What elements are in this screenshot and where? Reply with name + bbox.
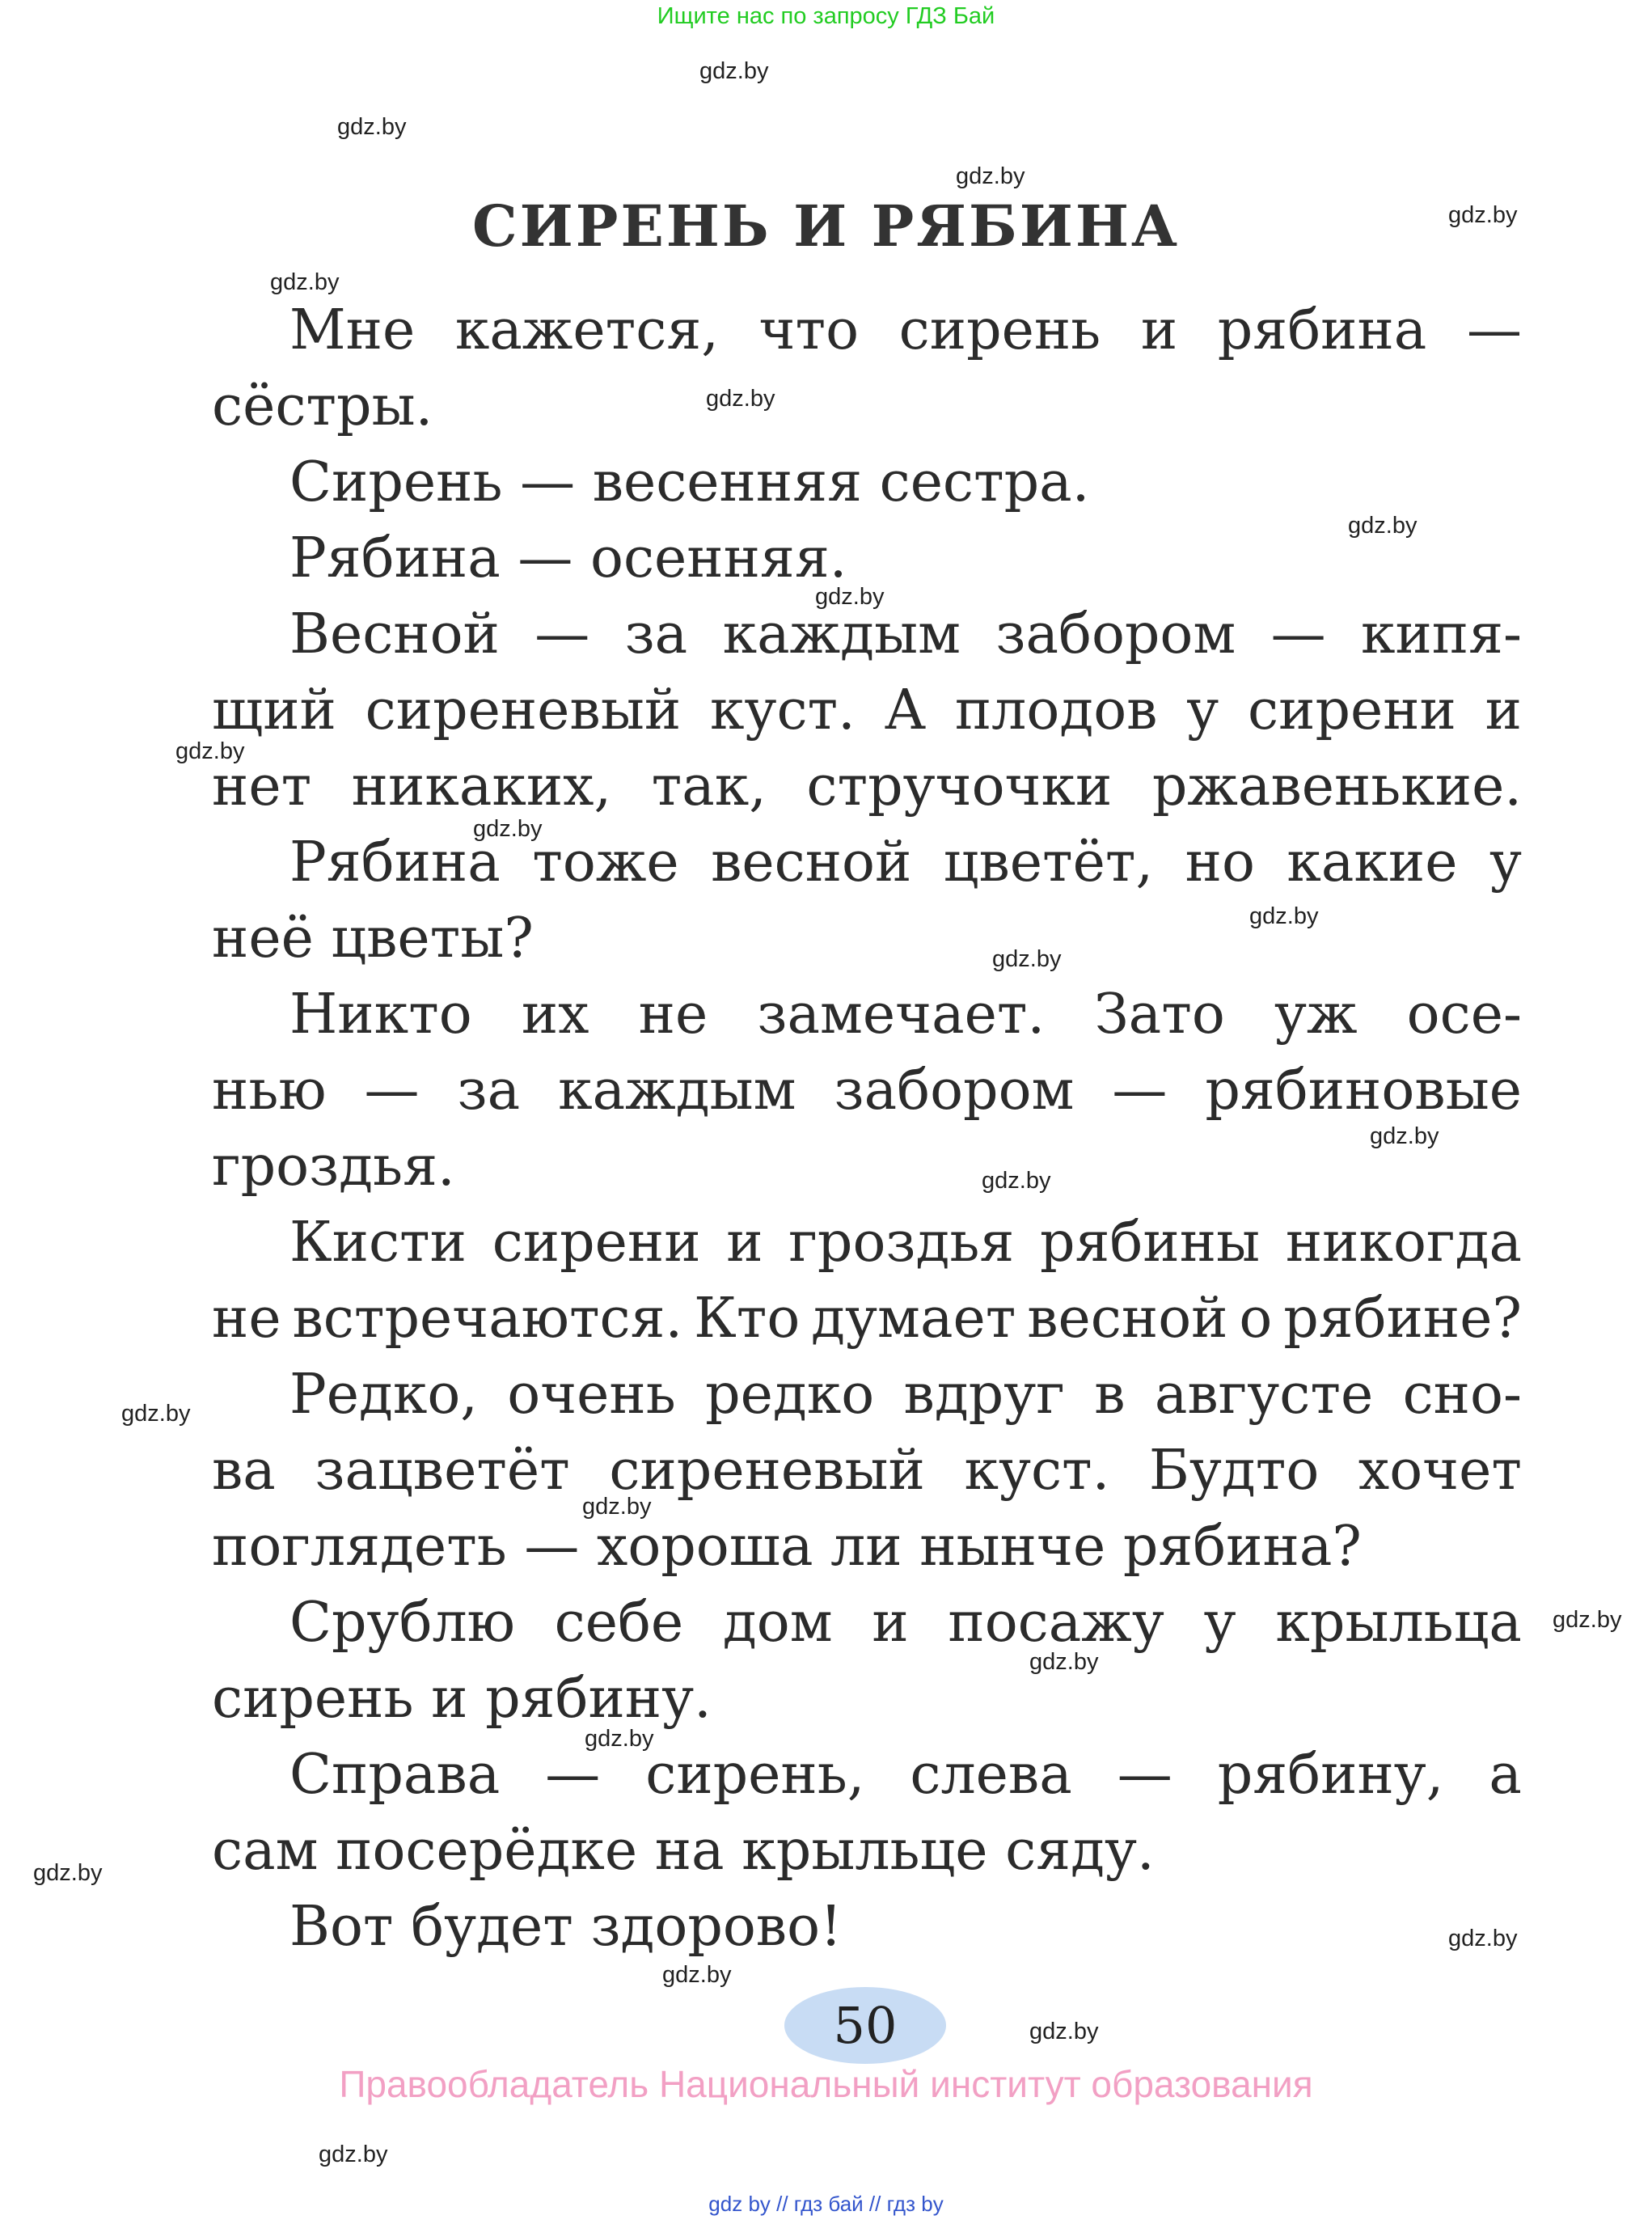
watermark: gdz.by xyxy=(270,269,340,295)
watermark: gdz.by xyxy=(1448,202,1518,228)
word: — xyxy=(1112,1059,1168,1123)
word: ржавенькие. xyxy=(1151,755,1522,818)
word: сирени xyxy=(492,1211,701,1275)
watermark: gdz.by xyxy=(585,1726,654,1752)
word: осе- xyxy=(1406,983,1522,1046)
word: нью xyxy=(212,1059,327,1123)
word: редко xyxy=(705,1363,875,1427)
word: весной xyxy=(1027,1287,1228,1351)
word: — xyxy=(1270,603,1326,666)
text-line xyxy=(212,597,1522,673)
word: рябины xyxy=(1040,1211,1261,1275)
word: вдруг xyxy=(903,1363,1065,1427)
watermark: gdz.by xyxy=(121,1401,191,1427)
word: Кто xyxy=(694,1287,801,1351)
text-line: Сирень — весенняя сестра. xyxy=(289,450,1090,514)
word: нет xyxy=(212,755,312,818)
word: стручочки xyxy=(806,755,1113,818)
word: куст. xyxy=(709,679,856,742)
watermark: gdz.by xyxy=(1553,1607,1622,1633)
word: весной xyxy=(711,831,912,894)
word: себе xyxy=(554,1591,684,1655)
watermark: gdz.by xyxy=(815,584,885,610)
word: каждым xyxy=(722,603,961,666)
text-line xyxy=(212,1737,1522,1813)
text-line: сёстры. xyxy=(212,374,433,438)
text-line xyxy=(212,749,1522,825)
word: сирени xyxy=(1248,679,1456,742)
word: и xyxy=(726,1211,763,1275)
text-line: сам посерёдке на крыльце сяду. xyxy=(212,1819,1155,1883)
word: сиреневый xyxy=(609,1439,925,1503)
text-line: Рябина — осенняя. xyxy=(289,526,847,590)
story-text xyxy=(212,293,1522,1965)
text-line: неё цветы? xyxy=(212,907,534,970)
word: что xyxy=(758,298,860,362)
word: цветёт, xyxy=(943,831,1154,894)
text-line xyxy=(212,1585,1522,1661)
word: — xyxy=(1117,1743,1172,1807)
word: уж xyxy=(1274,983,1358,1046)
word: рябину, xyxy=(1217,1743,1444,1807)
word: Будто xyxy=(1148,1439,1320,1503)
watermark: gdz.by xyxy=(956,163,1025,189)
word: встречаются. xyxy=(292,1287,683,1351)
word: а xyxy=(1489,1743,1522,1807)
text-line xyxy=(212,673,1522,749)
word: у xyxy=(1203,1591,1236,1655)
text-line xyxy=(212,1357,1522,1433)
watermark: gdz.by xyxy=(1448,1926,1518,1951)
watermark: gdz.by xyxy=(582,1494,652,1520)
word: Весной xyxy=(289,603,500,666)
word: не xyxy=(638,983,708,1046)
text-line: поглядеть — хороша ли нынче рябина? xyxy=(212,1515,1362,1579)
watermark: gdz.by xyxy=(175,738,245,764)
copyright-notice: Правообладатель Национальный институт образования xyxy=(339,2063,1313,2105)
word: щий xyxy=(212,679,336,742)
word: у xyxy=(1489,831,1522,894)
word: но xyxy=(1185,831,1255,894)
word: посажу xyxy=(948,1591,1164,1655)
text-line xyxy=(212,1053,1522,1129)
footer-links: gdz by // гдз бай // гдз by xyxy=(708,2192,944,2216)
word: зацветёт xyxy=(315,1439,570,1503)
text-line xyxy=(212,1433,1522,1509)
word: кажется, xyxy=(454,298,719,362)
word: никогда xyxy=(1285,1211,1522,1275)
watermark: gdz.by xyxy=(1029,2019,1099,2044)
word: замечает. xyxy=(757,983,1046,1046)
watermark: gdz.by xyxy=(473,816,543,842)
word: Редко, xyxy=(289,1363,478,1427)
word: Кисти xyxy=(289,1211,467,1275)
word: за xyxy=(457,1059,521,1123)
word: в xyxy=(1094,1363,1126,1427)
word: забором xyxy=(995,603,1236,666)
watermark: gdz.by xyxy=(982,1168,1051,1194)
word: тоже xyxy=(532,831,679,894)
text-line: гроздья. xyxy=(212,1135,455,1199)
word: слева xyxy=(910,1743,1072,1807)
watermark: gdz.by xyxy=(1348,513,1418,539)
word: каждым xyxy=(558,1059,796,1123)
word: рябиновые xyxy=(1205,1059,1522,1123)
word: сиреневый xyxy=(365,679,682,742)
word: у xyxy=(1186,679,1219,742)
word: гроздья xyxy=(788,1211,1015,1275)
word: Рябина xyxy=(289,831,501,894)
word: дом xyxy=(722,1591,833,1655)
watermark: gdz.by xyxy=(992,946,1062,972)
word: Срублю xyxy=(289,1591,515,1655)
watermark: gdz.by xyxy=(33,1860,103,1886)
text-line: Вот будет здорово! xyxy=(289,1895,843,1959)
word: А xyxy=(884,679,927,742)
word: рябина xyxy=(1217,298,1427,362)
watermark: gdz.by xyxy=(662,1962,732,1988)
word: — xyxy=(534,603,590,666)
watermark: gdz.by xyxy=(706,386,775,412)
word: какие xyxy=(1287,831,1458,894)
text-line xyxy=(212,977,1522,1053)
page-number: 50 xyxy=(833,1996,898,2055)
word: — xyxy=(545,1743,601,1807)
word: не xyxy=(212,1287,281,1351)
word: сирень xyxy=(898,298,1101,362)
watermark: gdz.by xyxy=(337,114,407,140)
page-title: СИРЕНЬ И РЯБИНА xyxy=(471,192,1181,260)
watermark: gdz.by xyxy=(319,2142,388,2167)
word: забором xyxy=(834,1059,1075,1123)
word: Справа xyxy=(289,1743,501,1807)
word: о xyxy=(1239,1287,1273,1351)
word: их xyxy=(521,983,589,1046)
word: куст. xyxy=(964,1439,1110,1503)
watermark: gdz.by xyxy=(1370,1123,1439,1149)
text-line: сирень и рябину. xyxy=(212,1667,712,1731)
word: и xyxy=(872,1591,909,1655)
word: — xyxy=(364,1059,420,1123)
word: рябине? xyxy=(1283,1287,1522,1351)
watermark: gdz.by xyxy=(1249,903,1319,929)
word: Зато xyxy=(1094,983,1225,1046)
word: Мне xyxy=(289,298,416,362)
text-line xyxy=(212,825,1522,901)
word: ва xyxy=(212,1439,276,1503)
watermark: gdz.by xyxy=(1029,1649,1099,1675)
word: сно- xyxy=(1402,1363,1522,1427)
word: думает xyxy=(811,1287,1016,1351)
search-banner: Ищите нас по запросу ГДЗ Бай xyxy=(657,3,995,29)
word: августе xyxy=(1154,1363,1374,1427)
word: крыльца xyxy=(1275,1591,1522,1655)
word: очень xyxy=(507,1363,676,1427)
word: плодов xyxy=(954,679,1158,742)
text-line xyxy=(212,1205,1522,1281)
word: сирень, xyxy=(645,1743,865,1807)
word: так, xyxy=(651,755,767,818)
watermark: gdz.by xyxy=(699,58,769,84)
word: и xyxy=(1485,679,1522,742)
text-line xyxy=(212,293,1522,369)
word: и xyxy=(1140,298,1178,362)
word: никаких, xyxy=(351,755,612,818)
word: хочет xyxy=(1358,1439,1522,1503)
word: — xyxy=(1466,298,1522,362)
word: за xyxy=(624,603,688,666)
word: кипя- xyxy=(1360,603,1522,666)
word: Никто xyxy=(289,983,472,1046)
text-line xyxy=(212,1281,1522,1357)
